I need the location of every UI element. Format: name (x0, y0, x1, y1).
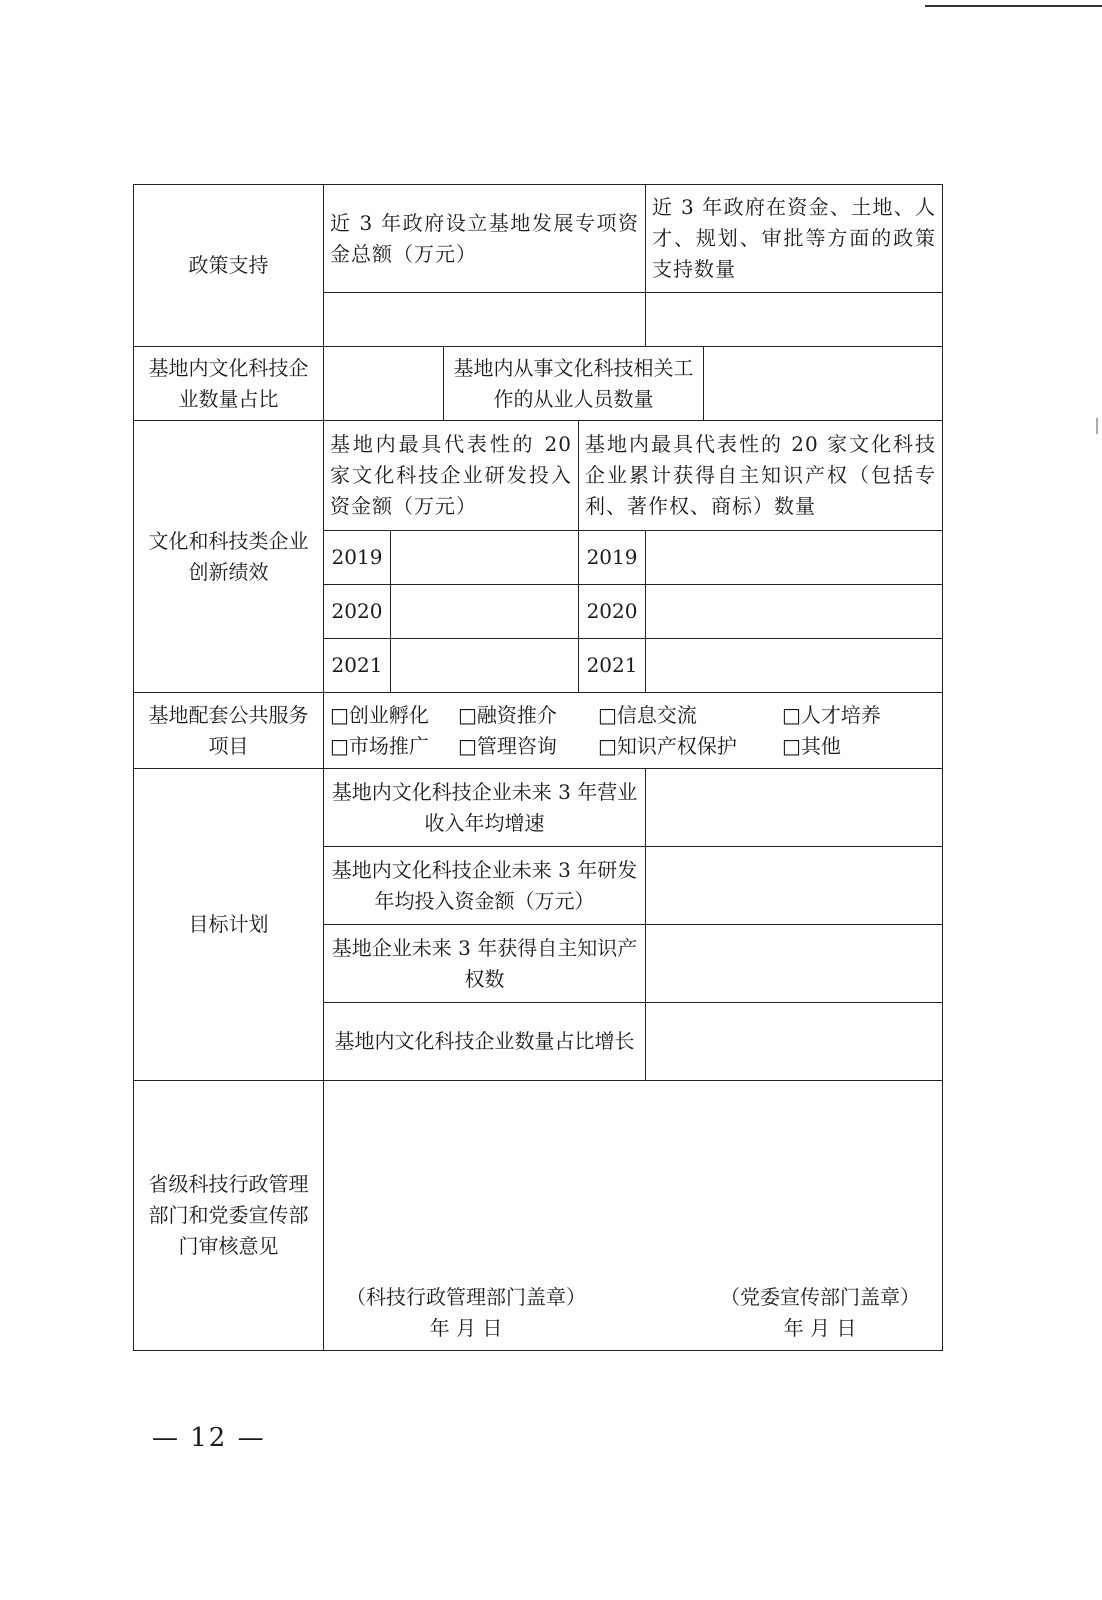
policy-count-header: 近 3 年政府在资金、土地、人才、规划、审批等方面的政策支持数量 (646, 185, 943, 293)
ip-field-2020[interactable] (646, 585, 943, 639)
target-label-revenue: 基地内文化科技企业未来 3 年营业收入年均增速 (324, 769, 646, 847)
ip-year-2020: 2020 (579, 585, 646, 639)
publicity-dept-seal-label: （党委宣传部门盖章） (720, 1285, 921, 1309)
target-label-ratio: 基地内文化科技企业数量占比增长 (324, 1003, 646, 1081)
option-market-promotion[interactable]: □市场推广 (330, 733, 429, 758)
option-financing[interactable]: □融资推介 (458, 702, 557, 727)
review-label: 省级科技行政管理部门和党委宣传部门审核意见 (134, 1081, 324, 1351)
policy-fund-header: 近 3 年政府设立基地发展专项资金总额（万元） (324, 185, 646, 293)
rd-field-2019[interactable] (391, 531, 579, 585)
ip-header: 基地内最具代表性的 20 家文化科技企业累计获得自主知识产权（包括专利、著作权、商标）数量 (579, 421, 943, 531)
staff-field[interactable] (704, 347, 943, 421)
rd-header: 基地内最具代表性的 20 家文化科技企业研发投入资金额（万元） (324, 421, 579, 531)
ratio-label: 基地内文化科技企业数量占比 (134, 347, 324, 421)
publicity-dept-signature (720, 1282, 920, 1344)
option-ip-protection[interactable]: □知识产权保护 (598, 733, 737, 758)
option-incubation[interactable]: □创业孵化 (330, 702, 429, 727)
rd-field-2021[interactable] (391, 639, 579, 693)
option-talent-training[interactable]: □人才培养 (782, 702, 881, 727)
option-other[interactable]: □其他 (782, 733, 841, 758)
review-opinion-field[interactable] (324, 1081, 943, 1351)
policy-label: 政策支持 (134, 185, 324, 347)
ip-field-2019[interactable] (646, 531, 943, 585)
ip-year-2021: 2021 (579, 639, 646, 693)
ip-field-2021[interactable] (646, 639, 943, 693)
tech-dept-date: 年 月 日 (429, 1316, 503, 1340)
target-field-rd[interactable] (646, 847, 943, 925)
rd-year-2020: 2020 (324, 585, 391, 639)
policy-fund-field[interactable] (324, 293, 646, 347)
option-info-exchange[interactable]: □信息交流 (598, 702, 697, 727)
ip-year-2019: 2019 (579, 531, 646, 585)
targets-label: 目标计划 (134, 769, 324, 1081)
target-field-ratio[interactable] (646, 1003, 943, 1081)
policy-count-field[interactable] (646, 293, 943, 347)
services-label: 基地配套公共服务项目 (134, 693, 324, 769)
ratio-field[interactable] (324, 347, 444, 421)
publicity-dept-date: 年 月 日 (783, 1316, 857, 1340)
page-number: — 12 — (152, 1423, 266, 1453)
top-rule (925, 5, 1102, 7)
signature-area (330, 1282, 936, 1344)
innovation-label: 文化和科技类企业创新绩效 (134, 421, 324, 693)
target-field-ip[interactable] (646, 925, 943, 1003)
rd-year-2019: 2019 (324, 531, 391, 585)
rd-year-2021: 2021 (324, 639, 391, 693)
tech-dept-signature (346, 1282, 586, 1344)
target-label-rd: 基地内文化科技企业未来 3 年研发年均投入资金额（万元） (324, 847, 646, 925)
scan-mark (1096, 418, 1098, 434)
staff-label: 基地内从事文化科技相关工作的从业人员数量 (444, 347, 704, 421)
target-label-ip: 基地企业未来 3 年获得自主知识产权数 (324, 925, 646, 1003)
services-options (324, 693, 943, 769)
application-form-table (133, 184, 943, 1351)
option-management-consulting[interactable]: □管理咨询 (458, 733, 557, 758)
rd-field-2020[interactable] (391, 585, 579, 639)
tech-dept-seal-label: （科技行政管理部门盖章） (346, 1285, 586, 1309)
target-field-revenue[interactable] (646, 769, 943, 847)
